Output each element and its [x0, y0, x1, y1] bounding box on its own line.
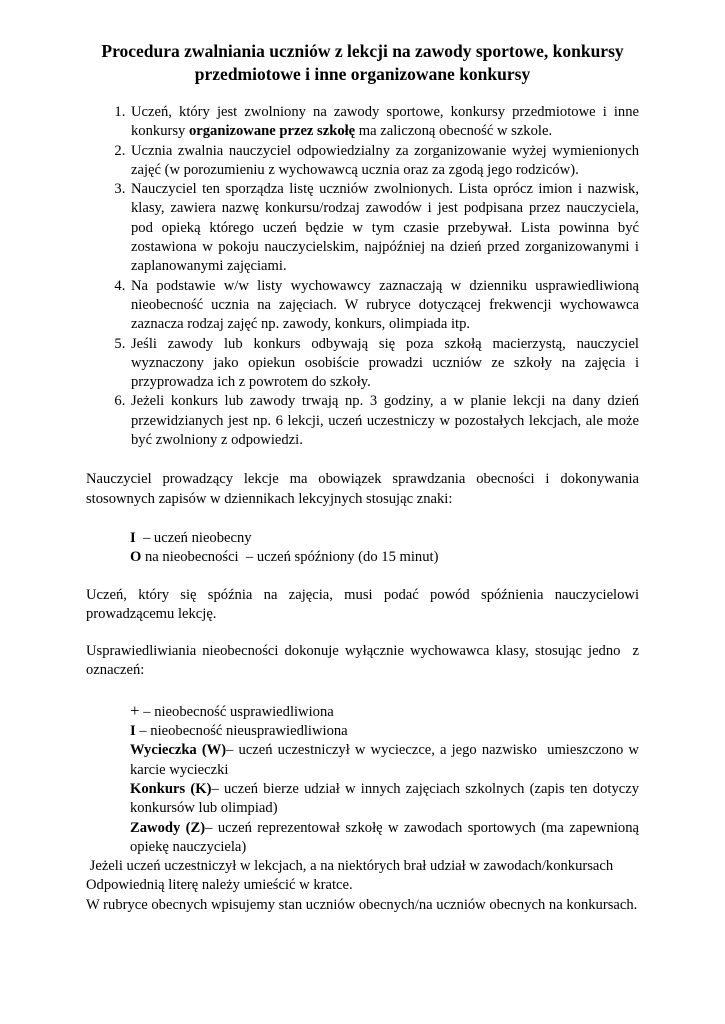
procedure-item-3: 3. Nauczyciel ten sporządza listę uczniów zwolnionych. Lista oprócz imion i nazwisk, klasy, zawiera nazwę konkursu/rodzaj zawodów i jest podpisana przez nauczyciela, pod opieką którego uczeń będzie w tym czasie przebywał. Lista powinna być zostawiona w pokoju nauczycielskim, najpóźniej na dzień przed zorganizowanymi i zaplanowanymi zajęciami. — [129, 180, 639, 276]
excuse-marks-list — [86, 700, 643, 857]
excuse-mark-contest: Konkurs (K)– uczeń bierze udział w innych zajęciach szkolnych (zapis ten dotyczy konkursów lub olimpiad) — [130, 780, 640, 817]
title-line-1: Procedura zwalniania uczniów z lekcji na zawody sportowe, konkursy — [101, 41, 624, 61]
closing-paragraph-1: Jeżeli uczeń uczestniczył w lekcjach, a na niektórych brał udział w zawodach/konkursach Odpowiednią literę należy umieścić w kratce. — [86, 858, 617, 894]
excuse-mark-excused: + – nieobecność usprawiedliwiona — [130, 700, 334, 720]
excuse-mark-competition: Zawody (Z)– uczeń reprezentował szkołę w zawodach sportowych (ma zapewnioną opiekę nauczyciela) — [130, 819, 639, 855]
title-line-2: przedmiotowe i inne organizowane konkursy — [194, 64, 531, 84]
procedure-item-6: 6. Jeżeli konkurs lub zawody trwają np. 3 godziny, a w planie lekcji na dany dzień przewidzianych jest np. 6 lekcji, uczeń uczestniczy w pozostałych lekcjach, ale może być zwolniony z odpowiedzi. — [129, 392, 639, 450]
closing-paragraph-2: W rubryce obecnych wpisujemy stan uczniów obecnych/na uczniów obecnych na konkursach. — [86, 896, 638, 913]
excuse-mark-trip: Wycieczka (W)– uczeń uczestniczył w wycieczce, a jego nazwisko umieszczono w karcie wycieczki — [130, 742, 643, 778]
late-paragraph: Uczeń, który się spóźnia na zajęcia, musi podać powód spóźnienia nauczycielowi prowadzącemu lekcję. — [86, 586, 639, 622]
procedure-list — [86, 103, 639, 450]
attendance-mark-absent: I – uczeń nieobecny — [130, 529, 252, 546]
attendance-paragraph: Nauczyciel prowadzący lekcje ma obowiązek sprawdzania obecności i dokonywania stosownych zapisów w dziennikach lekcyjnych stosując znaki: — [86, 471, 639, 507]
page-title — [86, 40, 639, 86]
procedure-item-1: 1. Uczeń, który jest zwolniony na zawody sportowe, konkursy przedmiotowe i inne konkursy organizowane przez szkołę ma zaliczoną obecność w szkole. — [129, 103, 639, 142]
procedure-item-2: 2. Ucznia zwalnia nauczyciel odpowiedzialny za zorganizowanie wyżej wymienionych zajęć (w porozumieniu z wychowawcą ucznia oraz za zgodą jego rodziców). — [129, 142, 639, 181]
procedure-item-5: 5. Jeśli zawody lub konkurs odbywają się poza szkołą macierzystą, nauczyciel wyznaczony jako opiekun osobiście prowadzi uczniów ze szkoły na zajęcia i przyprowadza ich z powrotem do szkoły. — [129, 335, 639, 393]
procedure-item-4: 4. Na podstawie w/w listy wychowawcy zaznaczają w dzienniku usprawiedliwioną nieobecność ucznia na zajęciach. W rubryce dotyczącej frekwencji wychowawca zaznacza rodzaj zajęć np. zawody, konkurs, olimpiada itp. — [129, 277, 639, 335]
excuse-mark-unexcused: I – nieobecność nieusprawiedliwiona — [130, 723, 348, 740]
emphasis-organized-by-school: organizowane przez szkołę — [188, 123, 356, 140]
attendance-mark-late: O na nieobecności – uczeń spóźniony (do 15 minut) — [130, 549, 439, 566]
attendance-marks-list — [86, 529, 639, 568]
excuse-paragraph: Usprawiedliwiania nieobecności dokonuje wyłącznie wychowawca klasy, stosując jedno z oznaczeń: — [86, 643, 643, 679]
